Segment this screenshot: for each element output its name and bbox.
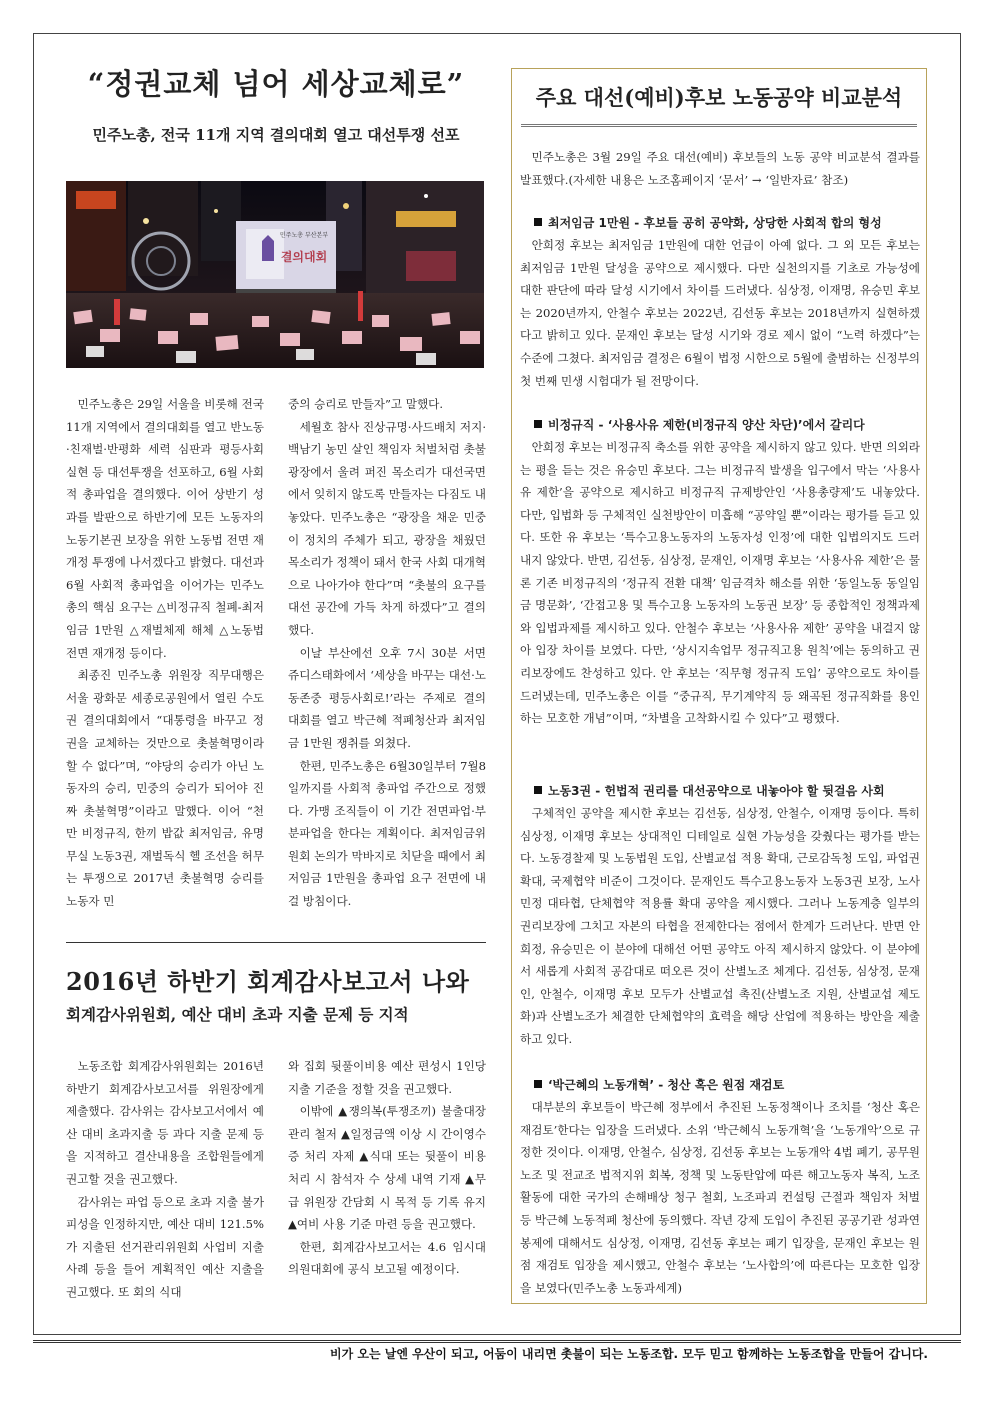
audit-article-paragraph: 와 집회 뒷풀이비용 예산 편성시 1인당 지출 기준을 정할 것을 권고했다. — [288, 1059, 486, 1096]
audit-subheadline: 회계감사위원회, 예산 대비 초과 지출 문제 등 지적 — [66, 1005, 409, 1024]
audit-article-paragraph: 이밖에 ▲쟁의복(투쟁조끼) 불출대장 관리 철저 ▲일정금액 이상 시 간이영수증 처리 자제 ▲식대 또는 뒷풀이 비용 처리 시 참석자 수 상세 내역 기재 ▲무급 위원장 간담회 시 목적 등 기록 유지 ▲여비 사용 기준 마련 등을 권고했다. — [288, 1104, 486, 1232]
pledge-headline: 주요 대선(예비)후보 노동공약 비교분석 — [535, 85, 903, 110]
audit-headline: 2016년 하반기 회계감사보고서 나와 — [66, 967, 470, 996]
pledge-section-body-irregular-work — [520, 436, 920, 762]
main-article-column-1 — [66, 393, 264, 938]
stage-banner-small-text: 민주노총 부산본부 — [279, 232, 329, 239]
audit-article-paragraph: 노동조합 회계감사위원회는 2016년 하반기 회계감사보고서를 위원장에게 제출했다. 감사위는 감사보고서에서 예산 대비 초과지출 등 과다 지출 문제 등을 지적하고 결산내용을 조합원들에게 권고할 것을 권고했다. — [66, 1059, 264, 1186]
pledge-intro — [520, 146, 920, 192]
pledge-section-paragraph: 안희정 후보는 비정규직 축소를 위한 공약을 제시하지 않고 있다. 반면 의외라는 평을 듣는 것은 유승민 후보다. 그는 비정규직 발생을 입구에서 막는 ‘사용사유 제한’을 공약으로 제시하고 비정규직 규제방안인 ‘사용총량제’도 내놓았다. 다만, 입법화 등 구체적인 실천방안이 미흡해 “공약일 뿐”이라는 평가를 듣고 있다. 또한 유 후보는 ‘특수고용노동자의 노동자성 인정’에 대한 입법의지도 드러내지 않았다. 반면, 김선동, 심상정, 문재인, 이재명 후보는 ‘사용사유 제한’은 물론 기존 비정규직의 ‘정규직 전환 대책’ 임금격차 해소를 위한 ‘동일노동 동일임금 명문화’, ‘간접고용 및 특수고용 노동자의 노동권 보장’ 등 종합적인 정책과제와 입법과제를 제시하고 있다. 안철수 후보는 ‘사용사유 제한’ 공약을 내걸지 않아 입장 차이를 보였다. 다만, ‘상시지속업무 정규직고용 원칙’에는 동의하고 권리보장에도 찬성하고 있다. 안 후보는 ‘직무형 정규직 도입’ 공약으로도 차이를 드러냈는데, 민주노총은 이를 “중규직, 무기계약직 등 왜곡된 정규직화를 용인하는 모호한 개념”이며, “차별을 고착화시킬 수 있다”고 평했다. — [520, 440, 920, 726]
pledge-section-body-minimum-wage — [520, 234, 920, 394]
main-article-paragraph: 민주노총은 29일 서울을 비롯해 전국 11개 지역에서 결의대회를 열고 반노동·친재벌·반평화 세력 심판과 평등사회 실현 등 대선투쟁을 선포하고, 6월 사회적 총파업을 결의했다. 이어 상반기 성과를 발판으로 하반기에 모든 노동자의 노동기본권 보장을 위한 노동법 전면 재개정 투쟁에 나서겠다고 밝혔다. 대선과 6월 사회적 총파업을 이어가는 민주노총의 핵심 요구는 △비정규직 철폐-최저임금 1만원 △재벌체제 해체 △노동법 전면 재개정 등이다. — [66, 397, 264, 660]
pledge-section-heading-irregular-work — [534, 416, 924, 433]
pledge-section-paragraph: 안희정 후보는 최저임금 1만원에 대한 언급이 아예 없다. 그 외 모든 후보는 최저임금 1만원 달성을 공약으로 제시했다. 다만 실천의지를 기초로 가능성에 대한 판단에 따라 달성 시기에서 차이를 드러냈다. 심상정, 이재명, 유승민 후보는 2020년까지, 안철수 후보는 2022년, 김선동 후보는 2018년까지 실현하겠다고 밝히고 있다. 문재인 후보는 달성 시기와 경로 제시 없이 “노력 하겠다”는 수준에 그쳤다. 최저임금 결정은 6월이 법정 시한으로 5월에 출범하는 신정부의 첫 번째 민생 시험대가 될 전망이다. — [520, 238, 920, 388]
pledge-intro-paragraph: 민주노총은 3월 29일 주요 대선(예비) 후보들의 노동 공약 비교분석 결과를 발표했다.(자세한 내용은 노조홈페이지 ‘문서’ → ‘일반자료’ 참조) — [520, 150, 920, 187]
pledge-section-body-labor-rights — [520, 802, 920, 1054]
pledge-title-divider — [521, 124, 917, 127]
main-article-paragraph: 한편, 민주노총은 6월30일부터 7월8일까지를 사회적 총파업 주간으로 정했다. 가맹 조직들이 이 기간 전면파업·부분파업을 한다는 계획이다. 최저임금위원회 논의가 막바지로 치닫을 때에서 최저임금 1만원을 총파업 요구 전면에 내걸 방침이다. — [288, 758, 486, 909]
main-article-paragraph: 이날 부산에선 오후 7시 30분 서면 쥬디스태화에서 ‘세상을 바꾸는 대선·노동존중 평등사회로!’라는 주제로 결의대회를 열고 박근혜 적폐청산과 최저임금 1만원 쟁취를 외쳤다. — [288, 645, 486, 750]
footer-divider — [33, 1340, 961, 1343]
audit-article-column-2 — [288, 1055, 486, 1305]
pledge-section-paragraph: 구체적인 공약을 제시한 후보는 김선동, 심상정, 안철수, 이재명 등이다. 특히 심상정, 이재명 후보는 상대적인 디테일로 실현 가능성을 갖췄다는 평가를 받는다. 노동경찰제 및 노동법원 도입, 산별교섭 적용 확대, 근로감독청 도입, 파업권 확대, 국제협약 비준이 그것이다. 문재인도 특수고용노동자 노동3권 보장, 노사민정 대타협, 단체협약 적용률 확대 공약을 제시했다. 그러나 노동계층 일부의 권리보장에 그치고 자본의 타협을 전제한다는 점에서 한계가 드러난다. 반면 안희정, 유승민은 이 분야에 대해선 어떤 공약도 아직 제시하지 않았다. 이 분야에서 새롭게 사회적 공감대로 떠오른 것이 산별노조 체계다. 김선동, 심상정, 문재인, 안철수, 이재명 후보 모두가 산별교섭 촉진(산별노조 지원, 산별교섭 제도화)과 산별노조가 체결한 단체협약의 효력을 해당 산업에 적용하는 방안을 제출하고 있다. — [520, 806, 920, 1046]
pledge-section-body-labor-reform — [520, 1096, 920, 1302]
square-bullet-icon — [534, 786, 542, 794]
main-article-column-2 — [288, 393, 486, 938]
pledge-section-heading-text: 노동3권 - 헌법적 권리를 대선공약으로 내놓아야 할 뒷걸음 사회 — [548, 784, 885, 798]
audit-article-paragraph: 감사위는 파업 등으로 초과 지출 불가피성을 인정하지만, 예산 대비 121.5%가 지출된 선거관리위원회 사업비 지출 사례 등을 들어 계획적인 예산 지출을 권고했다. 또 회의 식대 — [66, 1194, 264, 1299]
pledge-section-paragraph: 대부분의 후보들이 박근혜 정부에서 추진된 노동정책이나 조치를 ‘청산 혹은 재검토’한다는 입장을 드러냈다. 소위 ‘박근혜식 노동개혁’을 ‘노동개악’으로 규정한 것이다. 이재명, 안철수, 심상정, 김선동 후보는 노동개악 4법 폐기, 공무원노조 및 전교조 법적지위 회복, 정책 및 노동탄압에 따른 해고노동자 복직, 노조활동에 대한 국가의 손해배상 청구 철회, 노조파괴 컨설팅 근절과 책임자 처벌 등 박근혜 노동적폐 청산에 동의했다. 작년 강제 도입이 추진된 공공기관 성과연봉제에 대해서도 심상정, 이재명, 김선동 후보는 폐기 입장을, 문재인 후보는 원점 재검토 입장을 제시했고, 안철수 후보는 ‘노사합의’에 따른다는 모호한 입장을 보였다(민주노총 노동과세계) — [520, 1100, 920, 1295]
pledge-section-heading-text: 비정규직 - ‘사용사유 제한(비정규직 양산 차단)’에서 갈리다 — [548, 418, 865, 432]
audit-article-column-1 — [66, 1055, 264, 1305]
rally-photo-illustration — [66, 181, 484, 368]
section-divider — [66, 942, 486, 943]
main-article-paragraph: 세월호 참사 진상규명·사드배치 저지·백남기 농민 살인 책임자 처벌처럼 촛불광장에서 울려 퍼진 목소리가 대선국면에서 잊히지 않도록 만들자는 다짐도 내놓았다. 민주노총은 “광장을 채운 민중이 정치의 주체가 되고, 광장을 채웠던 목소리가 정책이 돼서 한국 사회 대개혁으로 나아가야 한다”며 “촛불의 요구를 대선 공간에 가득 차게 하겠다”고 결의했다. — [288, 419, 486, 637]
main-subheadline: 민주노총, 전국 11개 지역 결의대회 열고 대선투쟁 선포 — [92, 126, 460, 144]
rally-photo — [66, 181, 484, 368]
square-bullet-icon — [534, 218, 542, 226]
main-article-paragraph: 최종진 민주노총 위원장 직무대행은 서울 광화문 세종로공원에서 열린 수도권 결의대회에서 “대통령을 바꾸고 정권을 교체하는 것만으로 촛불혁명이라 할 수 없다”며, “야당의 승리가 아닌 노동자의 승리, 민중의 승리가 되어야 진짜 촛불혁명”이라고 말했다. 이어 “천만 비정규직, 한끼 밥값 최저임금, 유명무실 노동3권, 재벌독식 헬 조선을 허무는 투쟁으로 2017년 촛불혁명 승리를 노동자 민 — [66, 668, 264, 909]
main-article-paragraph: 중의 승리로 만들자”고 말했다. — [288, 397, 444, 411]
pledge-section-heading-labor-rights — [534, 782, 924, 799]
pledge-section-heading-text: ‘박근혜의 노동개혁’ - 청산 혹은 원점 재검토 — [548, 1078, 785, 1092]
footer-slogan: 비가 오는 날엔 우산이 되고, 어둠이 내리면 촛불이 되는 노동조합. 모두 믿고 함께하는 노동조합을 만들어 갑니다. — [330, 1347, 928, 1361]
square-bullet-icon — [534, 420, 542, 428]
main-headline: “정권교체 넘어 세상교체로” — [87, 67, 465, 101]
stage-banner-text: 결의대회 — [280, 250, 328, 264]
pledge-section-heading-text: 최저임금 1만원 - 후보들 공히 공약화, 상당한 사회적 합의 형성 — [548, 216, 882, 230]
pledge-section-heading-minimum-wage — [534, 214, 924, 231]
square-bullet-icon — [534, 1080, 542, 1088]
pledge-section-heading-labor-reform — [534, 1076, 924, 1093]
audit-article-paragraph: 한편, 회계감사보고서는 4.6 임시대의원대회에 공식 보고될 예정이다. — [288, 1239, 486, 1277]
